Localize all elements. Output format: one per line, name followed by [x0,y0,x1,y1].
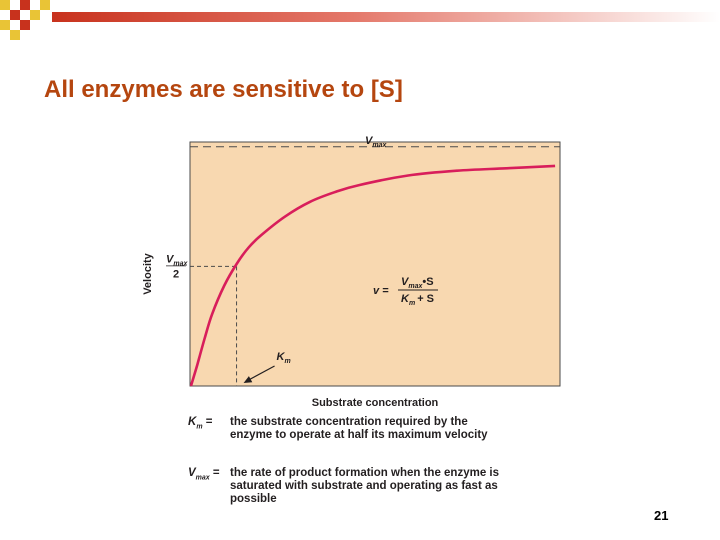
definition-km [188,416,508,442]
km-annotation-sub: m [284,358,291,365]
header-gradient-bar [52,12,720,22]
vmax-asymptote-label-sub: max [372,141,387,149]
equation-den-main: K [401,293,409,305]
definition-km-term-eq: = [202,416,213,428]
definition-vmax-text: the rate of product formation when the enzyme is saturated with substrate and operating as fast as possible [230,467,500,505]
equation-num-main: V [401,276,409,288]
definition-km-term-main: K [188,416,197,428]
vmax-asymptote-label-main: V [365,134,373,147]
half-vmax-label-sub: max [173,260,188,268]
y-axis-label: Velocity [142,253,154,295]
equation-den-sub: m [408,300,416,307]
equation-num-rest: •S [422,276,434,288]
equation-den-rest: + S [417,293,435,305]
half-vmax-label [166,253,188,280]
half-vmax-label-denominator: 2 [173,268,180,281]
page-number: 21 [654,508,669,523]
vmax-asymptote-label [365,135,387,149]
plot-area [190,142,560,386]
slide-title: All enzymes are sensitive to [S] [44,76,403,103]
km-annotation-main: K [276,351,285,363]
x-axis-label: Substrate concentration [311,397,439,409]
definition-vmax-term-eq: = [209,467,220,479]
michaelis-menten-chart [120,130,600,440]
equation-denominator [401,293,434,307]
equation-num-sub: max [408,283,423,290]
definition-vmax-term-main: V [188,467,196,479]
equation-lhs: v = [373,285,389,297]
definition-vmax-term [188,467,220,484]
half-vmax-label-main: V [166,253,174,266]
definition-vmax [188,467,508,506]
checker-squares [0,0,50,40]
definition-vmax-term-sub: max [195,474,210,482]
half-vmax-label-numerator [166,253,188,267]
header-decoration [0,0,720,50]
definition-km-text: the substrate concentration required by the enzyme to operate at half its maximum velocity [230,416,488,441]
definition-km-term-sub: m [196,423,203,431]
definition-km-term [188,416,212,433]
